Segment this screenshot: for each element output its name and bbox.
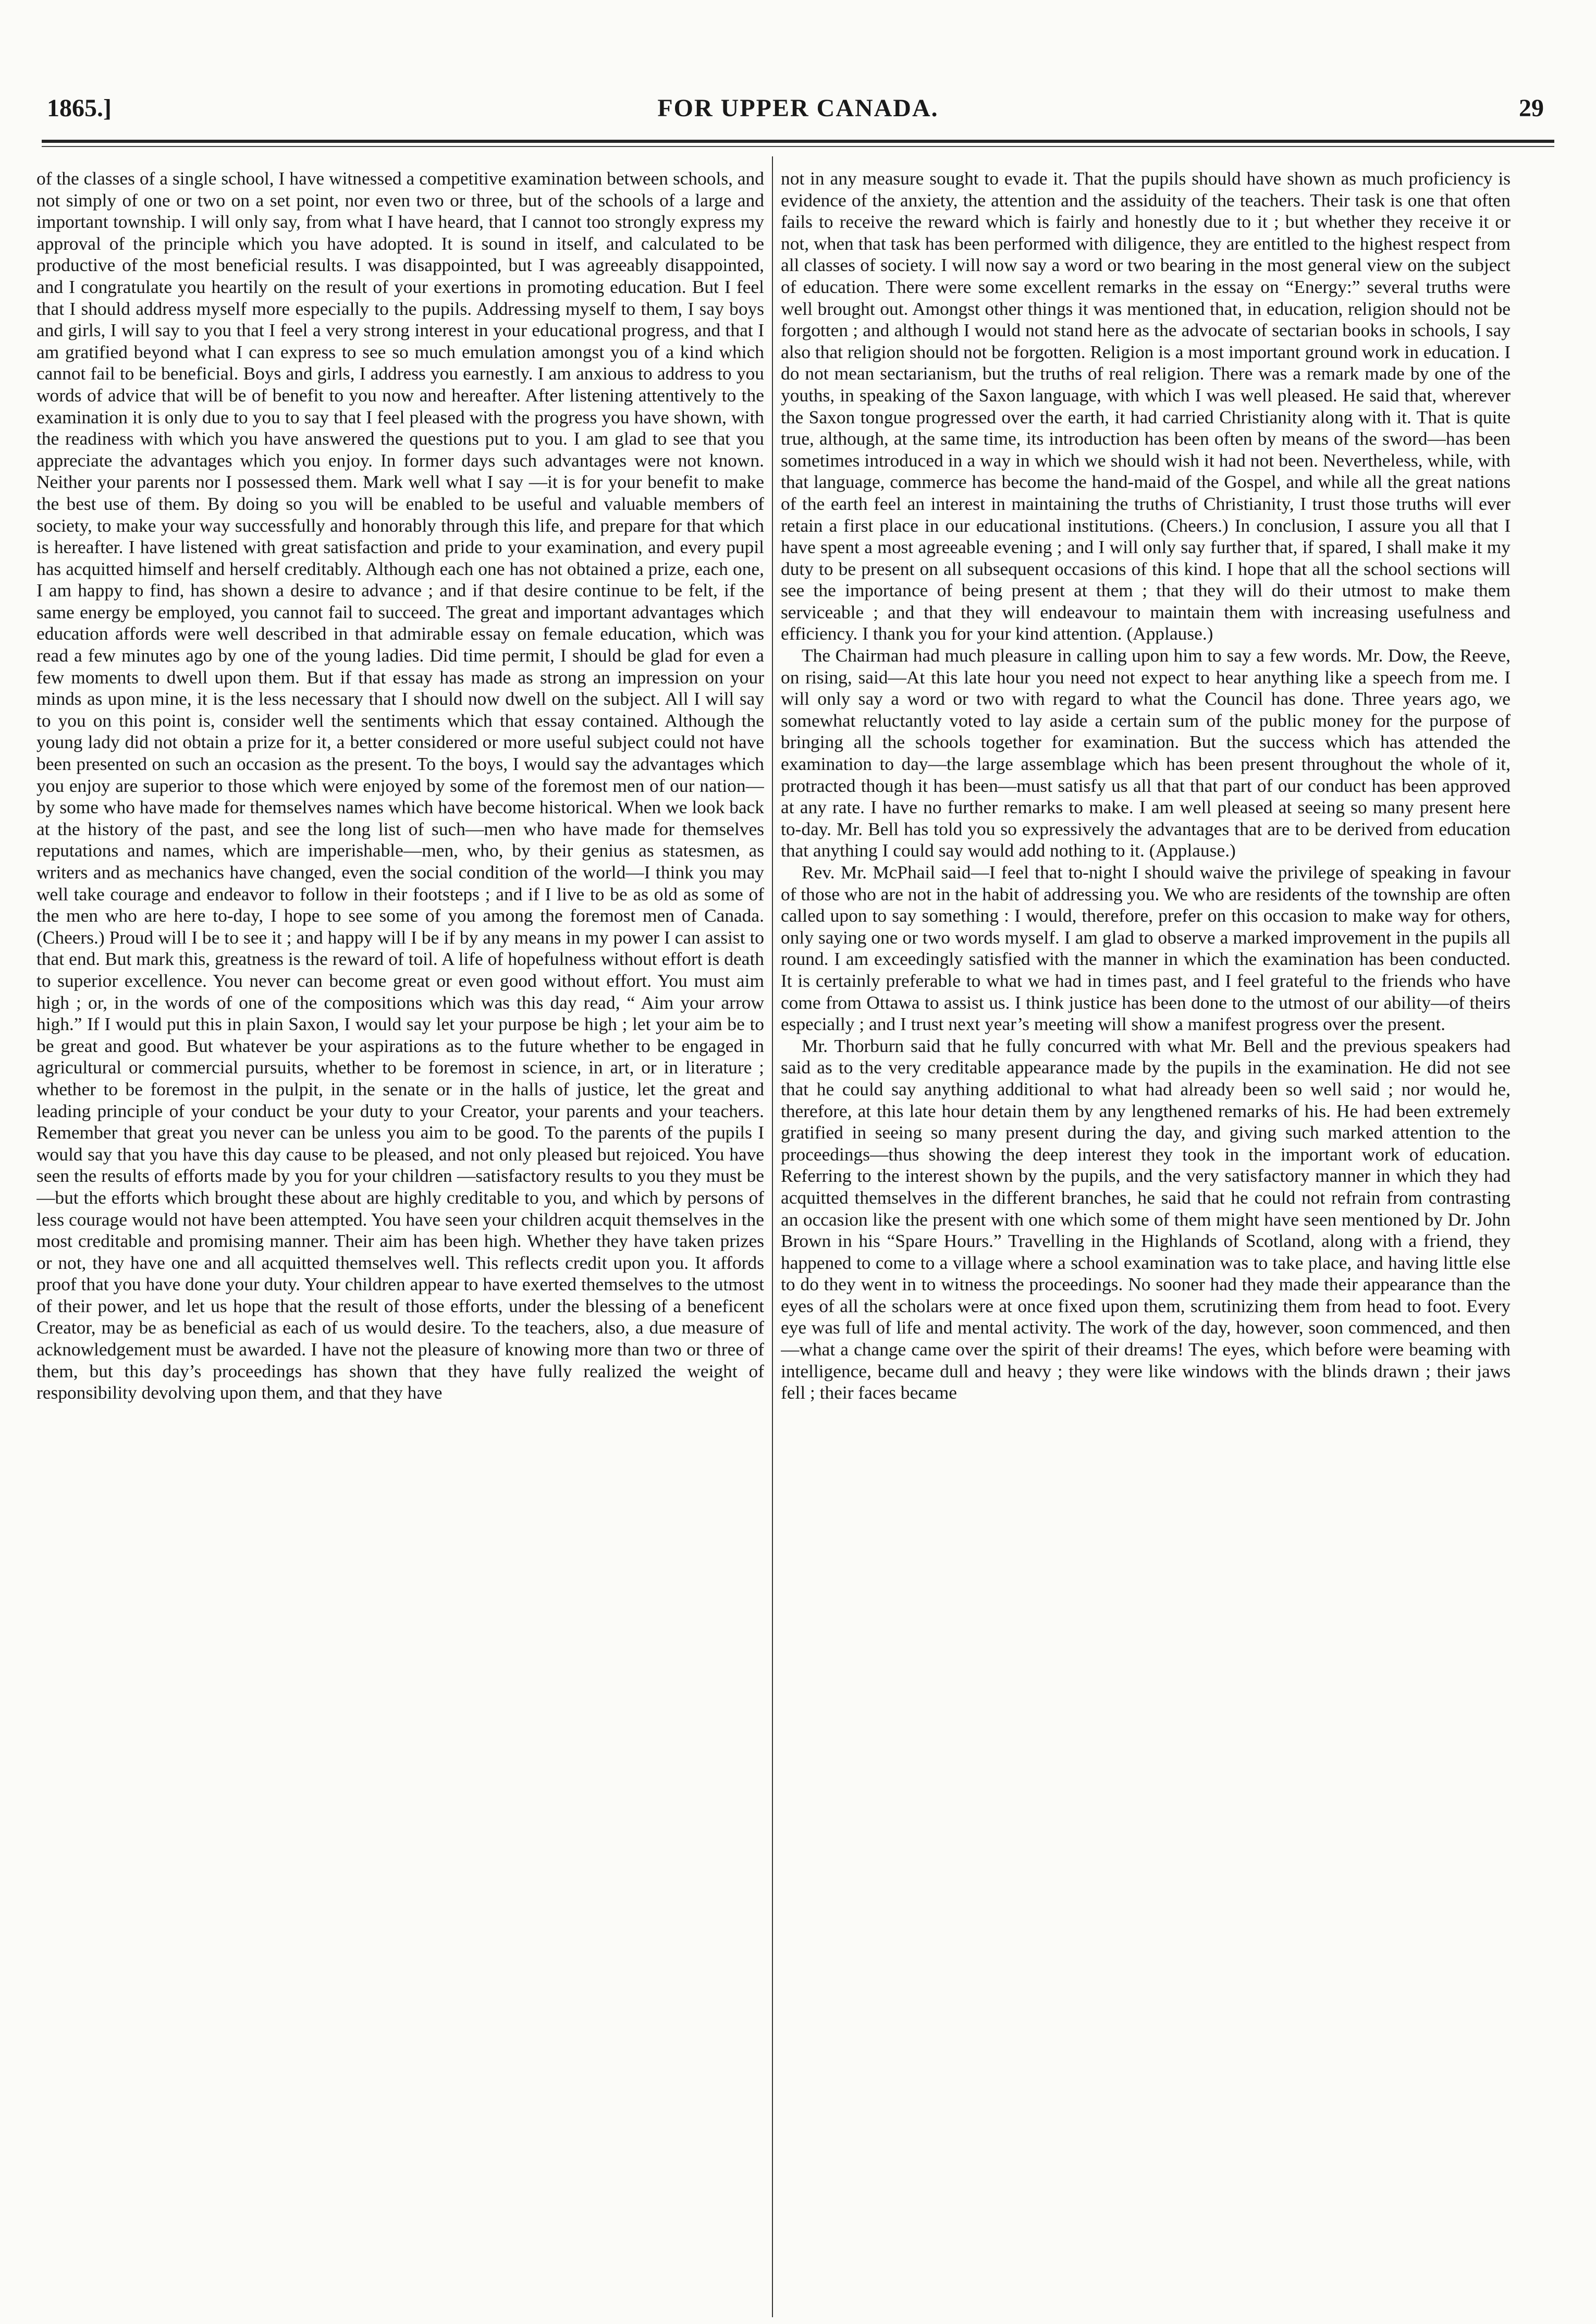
right-paragraph-mcphail-speech: Rev. Mr. McPhail said—I feel that to-night I should waive the privilege of speaking in favour of those who are not in the habit of addressing you. We who are residents of the township are often called upon to say something : I would, therefore, prefer on this occasion to make way for others, only saying one or two words myself. I am glad to observe a marked improvement in the pupils all round. I am exceedingly satisfied with the manner in which the examination has been conducted. It is certainly preferable to what we had in times past, and I feel grateful to the friends who have come from Ottawa to assist us. I think justice has been done to the utmost of our ability—of theirs especially ; and I trust next year’s meeting will show a manifest progress over the present. (781, 862, 1511, 1035)
right-paragraph-closing-speech: not in any measure sought to evade it. That the pupils should have shown as much proficiency is evidence of the anxiety, the attention and the assiduity of the teachers. Their task is one that often fails to receive the reward which is fairly and honestly due to it ; but whether they receive it or not, when that task has been performed with diligence, they are entitled to the highest respect from all classes of society. I will now say a word or two bearing in the most general view on the subject of education. There were some excellent remarks in the essay on “Energy:” several truths were well brought out. Amongst other things it was mentioned that, in education, religion should not be forgotten ; and although I would not stand here as the advocate of sectarian books in schools, I say also that religion should not be forgotten. Religion is a most important ground work in education. I do not mean sectarianism, but the truths of real religion. There was a remark made by one of the youths, in speaking of the Saxon language, with which I was well pleased. He said that, wherever the Saxon tongue progressed over the earth, it had carried Christianity along with it. That is quite true, although, at the same time, its introduction has been often by means of the sword—has been sometimes introduced in a way in which we should wish it had not been. Nevertheless, while, with that language, commerce has become the hand-maid of the Gospel, and while all the great nations of the earth feel an interest in maintaining the truths of Christianity, I trust those truths will ever retain a first place in our educational institutions. (Cheers.) In conclusion, I assure you all that I have spent a most agreeable evening ; and I will only say further that, if spared, I shall make it my duty to be present on all subsequent occasions of this kind. I hope that all the school sections will see the importance of being present at them ; that they will do their utmost to make them serviceable ; and that they will endeavour to maintain them with increasing usefulness and efficiency. I thank you for your kind attention. (Applause.) (781, 168, 1511, 644)
left-column (36, 168, 764, 2316)
header-rule-thin (42, 146, 1554, 147)
left-paragraph: of the classes of a single school, I have witnessed a competitive examination between schools, and not simply of one or two on a set point, nor even two or three, but of the schools of a large and important township. I will only say, from what I have heard, that I cannot too strongly express my approval of the principle which you have adopted. It is sound in itself, and calculated to be productive of the most beneficial results. I was disappointed, but I was agreeably disappointed, and I congratulate you heartily on the result of your exertions in promoting education. But I feel that I should address myself more especially to the pupils. Addressing myself to them, I say boys and girls, I will say to you that I feel a very strong interest in your educational progress, and that I am gratified beyond what I can express to see so much emulation amongst you of a kind which cannot fail to be beneficial. Boys and girls, I address you earnestly. I am anxious to address to you words of advice that will be of benefit to you now and hereafter. After listening attentively to the examination it is only due to you to say that I feel pleased with the progress you have shown, with the readiness with which you have answered the questions put to you. I am glad to see that you appreciate the advantages which you enjoy. In former days such advantages were not known. Neither your parents nor I possessed them. Mark well what I say —it is for your benefit to make the best use of them. By doing so you will be enabled to be useful and valuable members of society, to make your way successfully and honorably through this life, and prepare for that which is hereafter. I have listened with great satisfaction and pride to your examination, and every pupil has acquitted himself and herself creditably. Although each one has not obtained a prize, each one, I am happy to find, has shown a desire to advance ; and if that desire continue to be felt, if the same energy be employed, you cannot fail to succeed. The great and important advantages which education affords were well described in that admirable essay on female education, which was read a few minutes ago by one of the young ladies. Did time permit, I should be glad for even a few moments to dwell upon them. But if that essay has made as strong an impression on your minds as upon mine, it is the less necessary that I should now dwell on the subject. All I will say to you on this point is, consider well the sentiments which that essay contained. Although the young lady did not obtain a prize for it, a better considered or more useful subject could not have been presented on such an occasion as the present. To the boys, I would say the advantages which you enjoy are superior to those which were enjoyed by some of the foremost men of our nation—by some who have made for themselves names which have become historical. When we look back at the history of the past, and see the long list of such—men who have made for themselves reputations and names, which are imperishable—men, who, by their genius as statesmen, as writers and as mechanics have changed, even the social condition of the world—I think you may well take courage and endeavor to follow in their footsteps ; and if I live to be as old as some of the men who are here to-day, I hope to see some of you among the foremost men of Canada. (Cheers.) Proud will I be to see it ; and happy will I be if by any means in my power I can assist to that end. But mark this, greatness is the reward of toil. A life of hopefulness without effort is death to superior excellence. You never can become great or even good without effort. You must aim high ; or, in the words of one of the compositions which was this day read, “ Aim your arrow high.” If I would put this in plain Saxon, I would say let your purpose be high ; let your aim be to be great and good. But whatever be your aspirations as to the future whether to be engaged in agricultural or commercial pursuits, whether to be foremost in science, in art, or in literature ; whether to be foremost in the pulpit, in the senate or in the halls of justice, let the great and leading principle of your conduct be your duty to your Creator, your parents and your teachers. Remember that great you never can be unless you aim to be good. To the parents of the pupils I would say that you have this day cause to be pleased, and not only pleased but rejoiced. You have seen the results of efforts made by you for your children —satisfactory results to you they must be—but the efforts which brought these about are highly creditable to you, and which by persons of less courage would not have been attempted. You have seen your children acquit themselves in the most creditable and promising manner. Their aim has been high. Whether they have taken prizes or not, they have one and all acquitted themselves well. This reflects credit upon you. It affords proof that you have done your duty. Your children appear to have exerted themselves to the utmost of their power, and let us hope that the result of those efforts, under the blessing of a beneficent Creator, may be as beneficial as each of us would desire. To the teachers, also, a due measure of acknowledgement must be awarded. I have not the pleasure of knowing more than two or three of them, but this day’s proceedings has shown that they have fully realized the weight of responsibility devolving upon them, and that they have (36, 168, 764, 1403)
right-column (781, 168, 1511, 2316)
page-header (42, 89, 1554, 136)
header-rule-thick (42, 140, 1554, 143)
header-title: FOR UPPER CANADA. (657, 94, 939, 122)
right-paragraph-thorburn-speech: Mr. Thorburn said that he fully concurred with what Mr. Bell and the previous speakers had said as to the very creditable appearance made by the pupils in the examination. He did not see that he could say anything additional to what had already been so well said ; nor would he, therefore, at this late hour detain them by any lengthened remarks of his. He had been extremely gratified in seeing so many present during the day, and giving such marked attention to the proceedings—thus showing the deep interest they took in the important work of education. Referring to the interest shown by the pupils, and the very satisfactory manner in which they had acquitted themselves in the different branches, he said that he could not refrain from contrasting an occasion like the present with one which some of them might have seen mentioned by Dr. John Brown in his “Spare Hours.” Travelling in the Highlands of Scotland, along with a friend, they happened to come to a village where a school examination was to take place, and having little else to do they went in to witness the proceedings. No sooner had they made their appearance than the eyes of all the scholars were at once fixed upon them, scrutinizing them from head to foot. Every eye was full of life and mental activity. The work of the day, however, soon commenced, and then—what a change came over the spirit of their dreams! The eyes, which before were beaming with intelligence, became dull and heavy ; they were like windows with the blinds drawn ; their jaws fell ; their faces became (781, 1035, 1511, 1403)
page-number: 29 (1519, 94, 1544, 122)
column-divider (772, 156, 773, 2317)
header-year: 1865.] (47, 94, 112, 122)
right-paragraph-dow-speech: The Chairman had much pleasure in calling upon him to say a few words. Mr. Dow, the Reeve, on rising, said—At this late hour you need not expect to hear anything like a speech from me. I will only say a word or two with regard to what the Council has done. Three years ago, we somewhat reluctantly voted to lay aside a certain sum of the public money for the purpose of bringing all the schools together for examination. But the success which has attended the examination to day—the large assemblage which has been present throughout the whole of it, protracted though it has been—must satisfy us all that that part of our conduct has been approved at any rate. I have no further remarks to make. I am well pleased at seeing so many present here to-day. Mr. Bell has told you so expressively the advantages that are to be derived from education that anything I could say would add nothing to it. (Applause.) (781, 645, 1511, 861)
